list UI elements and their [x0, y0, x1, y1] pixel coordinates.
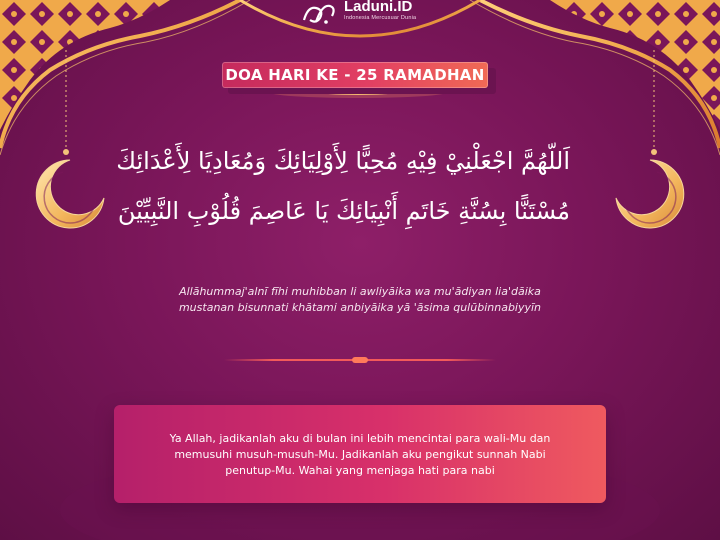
meaning-line-2: memusuhi musuh-musuh-Mu. Jadikanlah aku pengikut sunnah Nabi: [174, 448, 546, 461]
arabic-line-1: اَللّهُمَّ اجْعَلْنِيْ فِيْهِ مُحِبًّا لِأَوْلِيَائِكَ وَمُعَادِيًا لِأَعْدَائِكَ: [116, 147, 570, 175]
divider-accent: [352, 357, 368, 363]
laduni-logo-icon: [298, 0, 338, 28]
page-title: DOA HARI KE - 25 RAMADHAN: [225, 66, 485, 84]
left-crescent-moon-icon: [36, 50, 104, 228]
meaning-line-1: Ya Allah, jadikanlah aku di bulan ini lebih mencintai para wali-Mu dan: [169, 432, 551, 445]
transliteration-line-2: mustanan bisunnati khātami anbiyāika yā 'āsima qulūbinnabiyyīn: [178, 301, 542, 314]
brand-logo: [298, 0, 416, 28]
meaning-line-3: penutup-Mu. Wahai yang menjaga hati para nabi: [225, 464, 495, 477]
brand-tagline: Indonesia Mercusuar Dunia: [344, 15, 417, 21]
right-crescent-moon-icon: [616, 50, 684, 228]
title-banner: [222, 62, 496, 90]
title-badge: [222, 62, 488, 88]
brand-name: Laduni.ID: [344, 0, 413, 15]
transliteration-line-1: Allāhummaj'alnī fīhi muhibban li awliyāika wa mu'ādiyan lia'dāika: [179, 285, 541, 298]
top-right-ornament: [470, 0, 720, 155]
arabic-line-2: مُسْتَنًّا بِسُنَّةِ خَاتَمِ أَنْبِيَائِكَ يَا عَاصِمَ قُلُوْبِ النَّبِيِّيْنَ: [117, 197, 570, 225]
top-left-ornament: [0, 0, 250, 155]
